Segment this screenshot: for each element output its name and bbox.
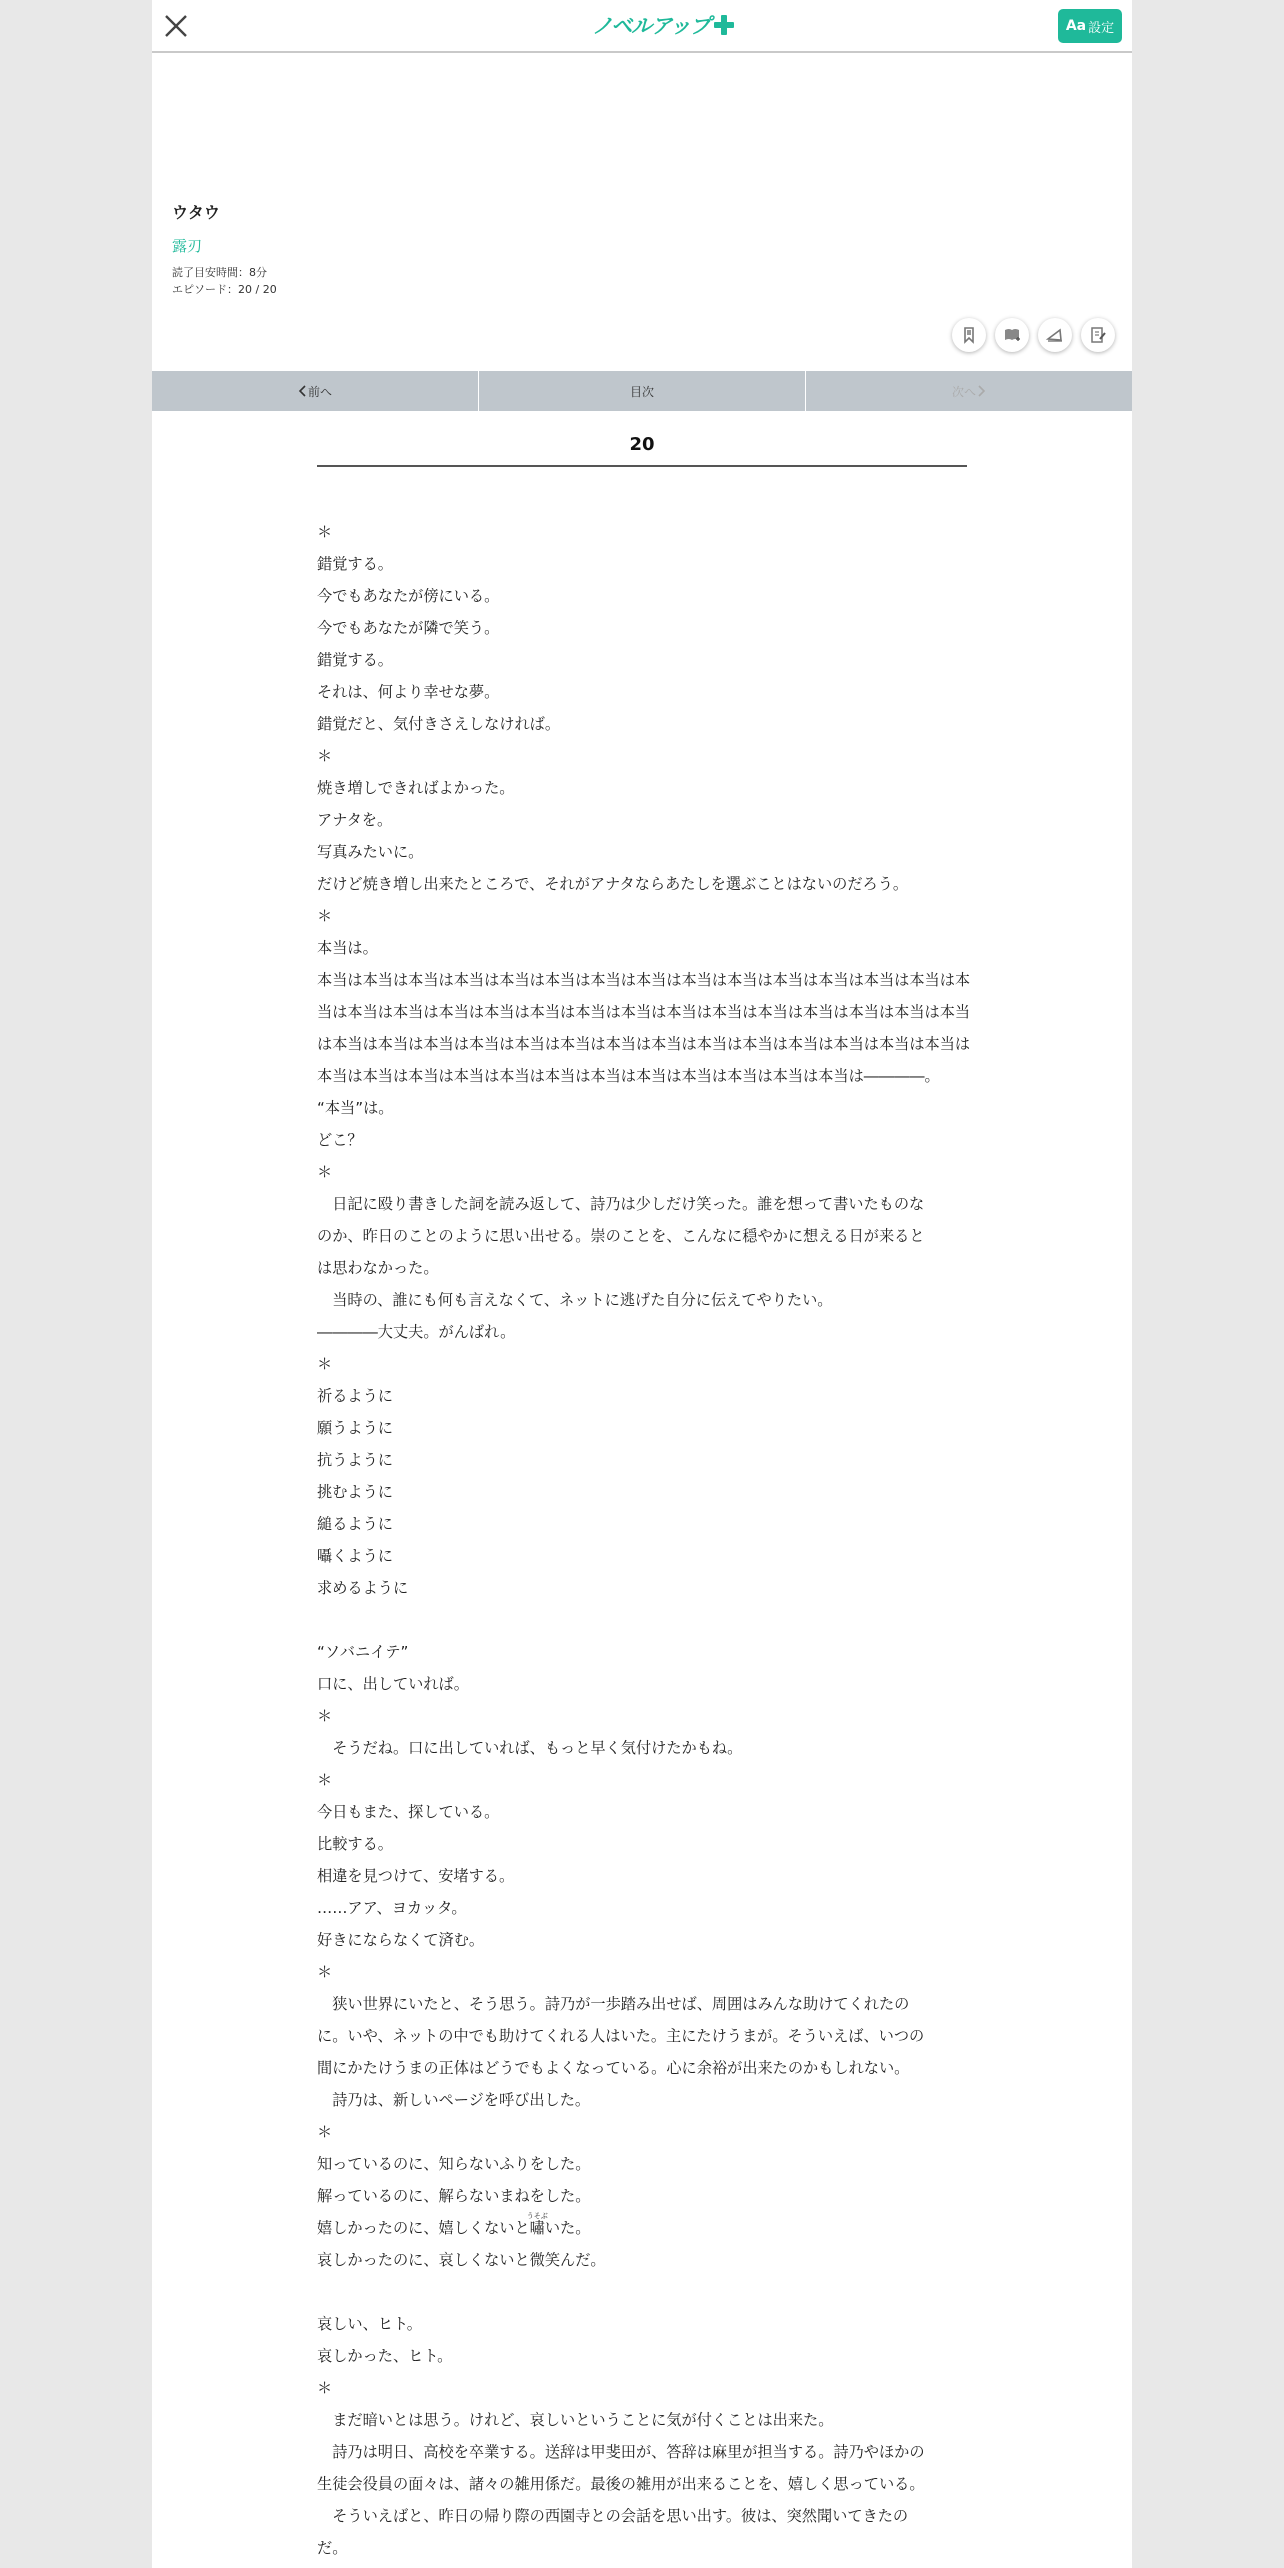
- body-line: 哀しい、ヒト。: [317, 2315, 422, 2333]
- body-line: ＊: [317, 1163, 333, 1181]
- body-line: 当時の、誰にも何も言えなくて、ネットに逃げた自分に伝えてやりたい。: [317, 1291, 833, 1309]
- book-add-icon: [1002, 325, 1022, 345]
- body-line: 相違を見つけて、安堵する。: [317, 1867, 515, 1885]
- top-header: [152, 0, 1132, 53]
- body-line: ＊: [317, 1771, 333, 1789]
- body-line: 錯覚だと、気付きさえしなければ。: [317, 715, 560, 733]
- close-button[interactable]: [156, 6, 196, 46]
- work-title[interactable]: ウタウ: [172, 203, 220, 222]
- chevron-right-icon: [976, 385, 986, 397]
- body-line: ＊: [317, 907, 333, 925]
- body-line: 生徒会役員の面々は、諸々の雑用係だ。最後の雑用が出来ることを、嬉しく思っている。: [317, 2475, 925, 2493]
- body-line: は思わなかった。: [317, 1259, 439, 1277]
- body-line: 本当は。: [317, 939, 378, 957]
- bookshelf-button[interactable]: [995, 318, 1029, 352]
- body-line: どこ？: [317, 1131, 363, 1149]
- body-line: そうだね。口に出していれば、もっと早く気付けたかもね。: [317, 1739, 743, 1757]
- reading-time: 読了目安時間：8分: [172, 266, 267, 279]
- cheer-button[interactable]: [1038, 318, 1072, 352]
- settings-label: 設定: [1088, 20, 1115, 36]
- settings-button[interactable]: [1058, 9, 1122, 43]
- chapter-title: 20: [629, 434, 655, 455]
- site-logo[interactable]: [592, 10, 736, 40]
- body-line: 詩乃は明日、高校を卒業する。送辞は甲斐田が、答辞は麻里が担当する。詩乃やほかの: [317, 2443, 925, 2461]
- body-line: 当は本当は本当は本当は本当は本当は本当は本当は本当は本当は本当は本当は本当は本当は本当: [317, 1003, 971, 1021]
- body-line: 解っているのに、解らないまねをした。: [317, 2187, 591, 2205]
- body-line: だ。: [317, 2539, 348, 2557]
- body-line: 知っているのに、知らないふりをした。: [317, 2155, 591, 2173]
- body-line: 錯覚する。: [317, 555, 393, 573]
- toc-button[interactable]: [479, 371, 806, 411]
- body-line: そういえばと、昨日の帰り際の西園寺との会話を思い出す。彼は、突然聞いてきたの: [317, 2507, 909, 2525]
- chevron-left-icon: [298, 385, 308, 397]
- body-line: ＊: [317, 2379, 333, 2397]
- logo-text: ノベルアップ: [592, 14, 710, 38]
- body-line: 焼き増しできればよかった。: [317, 779, 515, 797]
- body-line: 哀しかった、ヒト。: [317, 2347, 453, 2365]
- body-line: [317, 2276, 967, 2308]
- logo-plus-icon: [712, 13, 736, 37]
- font-size-icon: Aa: [1065, 18, 1087, 34]
- reader-page: [152, 0, 1132, 2568]
- body-line: “ソバニイテ”: [317, 1643, 409, 1661]
- body-line: 日記に殴り書きした詞を読み返して、詩乃は少しだけ笑った。誰を想って書いたものな: [317, 1195, 925, 1213]
- ruby-annotation: 嘯うそぶ: [526, 2212, 548, 2237]
- body-line: ＊: [317, 1355, 333, 1373]
- bookmark-button[interactable]: [952, 318, 986, 352]
- body-line: ……アア、ヨカッタ。: [317, 1899, 467, 1917]
- body-line: 今でもあなたが隣で笑う。: [317, 619, 500, 637]
- megaphone-icon: [1045, 325, 1065, 345]
- body-line: 求めるように: [317, 1579, 409, 1597]
- body-line: だけど焼き増し出来たところで、それがアナタならあたしを選ぶことはないのだろう。: [317, 875, 909, 893]
- body-line: 本当は本当は本当は本当は本当は本当は本当は本当は本当は本当は本当は本当は――――。: [317, 1067, 940, 1085]
- bookmark-icon: [959, 325, 979, 345]
- body-line: 本当は本当は本当は本当は本当は本当は本当は本当は本当は本当は本当は本当は本当は本当は本: [317, 971, 971, 989]
- body-line: 嬉しかったのに、嬉しくないと嘯うそぶいた。: [317, 2212, 591, 2237]
- body-line: “本当”は。: [317, 1099, 394, 1117]
- body-line: [317, 1604, 967, 1636]
- body-line: ＊: [317, 2123, 333, 2141]
- body-line: 写真みたいに。: [317, 843, 424, 861]
- episode-count: エピソード：20 / 20: [172, 283, 277, 296]
- body-line: に。いや、ネットの中でも助けてくれる人はいた。主にたけうまが。そういえば、いつの: [317, 2027, 925, 2045]
- author-link[interactable]: 露刃: [172, 237, 203, 255]
- body-line: 祈るように: [317, 1387, 393, 1405]
- body-line: 挑むように: [317, 1483, 393, 1501]
- body-line: ＊: [317, 1963, 333, 1981]
- body-line: 哀しかったのに、哀しくないと微笑んだ。: [317, 2251, 606, 2269]
- work-info: [172, 200, 277, 298]
- body-line: 口に、出していれば。: [317, 1675, 469, 1693]
- chapter-divider: [317, 465, 967, 467]
- edit-note-icon: [1088, 325, 1108, 345]
- body-line: 縋るように: [317, 1515, 393, 1533]
- action-buttons: [952, 318, 1115, 352]
- body-line: 詩乃は、新しいページを呼び出した。: [317, 2091, 591, 2109]
- body-line: 好きにならなくて済む。: [317, 1931, 485, 1949]
- body-line: 間にかたけうまの正体はどうでもよくなっている。心に余裕が出来たのかもしれない。: [317, 2059, 910, 2077]
- prev-label: 前へ: [307, 384, 332, 399]
- work-meta: [172, 264, 277, 298]
- body-line: ＊: [317, 523, 333, 541]
- body-line: アナタを。: [317, 811, 393, 829]
- body-line: それは、何より幸せな夢。: [317, 683, 500, 701]
- body-line: 今日もまた、探している。: [317, 1803, 500, 1821]
- close-icon: [156, 6, 196, 46]
- next-label: 次へ: [951, 384, 976, 399]
- body-line: 願うように: [317, 1419, 393, 1437]
- body-line: ＊: [317, 1707, 333, 1725]
- body-line: 囁くように: [317, 1547, 393, 1565]
- body-line: 錯覚する。: [317, 651, 393, 669]
- body-line: 狭い世界にいたと、そう思う。詩乃が一歩踏み出せば、周囲はみんな助けてくれたの: [317, 1995, 910, 2013]
- novel-body: [317, 516, 971, 2564]
- toc-label: 目次: [629, 384, 654, 399]
- episode-nav: [152, 371, 1132, 411]
- body-line: 今でもあなたが傍にいる。: [317, 587, 500, 605]
- body-line: 比較する。: [317, 1835, 393, 1853]
- body-line: まだ暗いとは思う。けれど、哀しいということに気が付くことは出来た。: [317, 2411, 834, 2429]
- body-line: ＊: [317, 747, 333, 765]
- prev-episode-button[interactable]: [152, 371, 479, 411]
- ruby-reading: うそぶ: [526, 2212, 548, 2220]
- body-line: は本当は本当は本当は本当は本当は本当は本当は本当は本当は本当は本当は本当は本当は本当は: [317, 1035, 971, 1053]
- next-episode-button: [806, 371, 1132, 411]
- review-button[interactable]: [1081, 318, 1115, 352]
- body-line: ――――大丈夫。がんばれ。: [317, 1323, 516, 1341]
- body-line: のか、昨日のことのように思い出せる。崇のことを、こんなに穏やかに想える日が来ると: [317, 1227, 925, 1245]
- body-line: 抗うように: [317, 1451, 393, 1469]
